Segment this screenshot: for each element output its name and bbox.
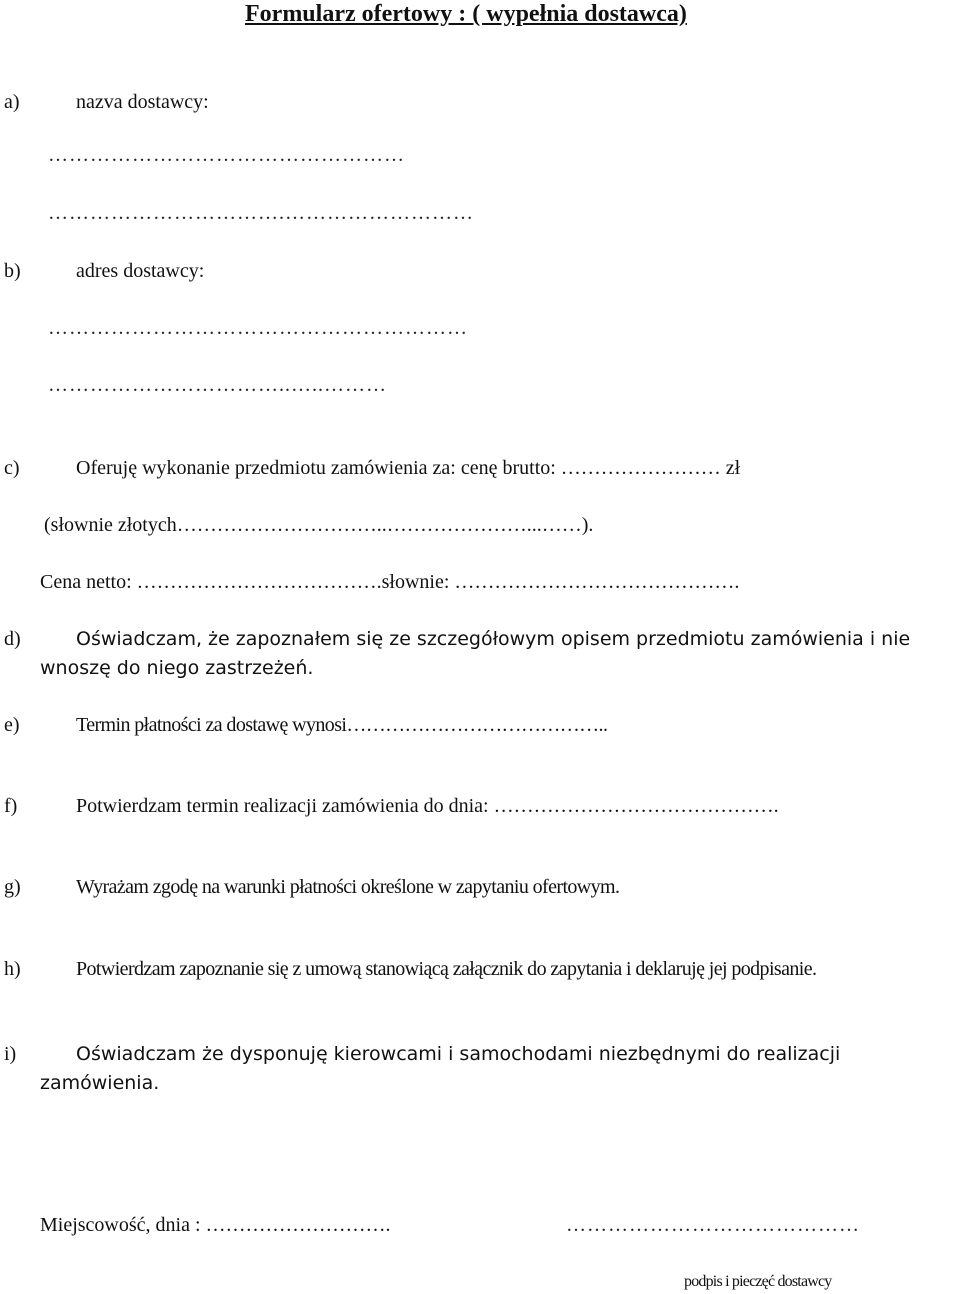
item-i-marker: i)	[4, 1043, 17, 1065]
item-i-line-1: Oświadczam że dysponuję kierowcami i samochodami niezbędnymi do realizacji	[76, 1043, 841, 1065]
supplier-name-line-2: …………………………….………………………	[48, 202, 474, 224]
item-h-contract-acknowledgement: Potwierdzam zapoznanie się z umową stanowiącą załącznik do zapytania i deklaruję jej podpisanie.	[76, 958, 817, 980]
signature-label: podpis i pieczęć dostawcy	[684, 1273, 832, 1290]
item-c-marker: c)	[4, 457, 20, 479]
item-e-marker: e)	[4, 714, 20, 736]
item-f-deadline: Potwierdzam termin realizacji zamówienia do dnia: …………………………………….	[76, 795, 779, 817]
item-c-gross-price: Oferuję wykonanie przedmiotu zamówienia za: cenę brutto: …………………… zł	[76, 457, 741, 479]
item-i-line-2: zamówienia.	[40, 1072, 160, 1094]
item-d-line-1: Oświadczam, że zapoznałem się ze szczegółowym opisem przedmiotu zamówienia i nie	[76, 628, 911, 650]
item-h-marker: h)	[4, 958, 21, 980]
item-e-payment-term: Termin płatności za dostawę wynosi…………………………………..	[76, 714, 608, 736]
item-d-line-2: wnoszę do niego zastrzeżeń.	[40, 657, 314, 679]
supplier-name-line-1: ……………………………………………	[48, 144, 405, 166]
item-b-marker: b)	[4, 260, 21, 282]
supplier-address-line-2: ……………………………..…..………	[48, 374, 387, 396]
item-a-marker: a)	[4, 91, 20, 113]
item-c-net-price: Cena netto: ……………………………….słownie: …………………………………….	[40, 571, 740, 593]
supplier-address-line-1: ……………………………………………………	[48, 317, 468, 339]
item-c-price-in-words: (słownie złotych…………………………..…………………...……).	[44, 514, 594, 536]
signature-line: ……………………………………	[566, 1214, 860, 1236]
item-g-marker: g)	[4, 876, 21, 898]
item-a-label: nazva dostawcy:	[76, 91, 209, 113]
item-b-label: adres dostawcy:	[76, 260, 205, 282]
item-d-marker: d)	[4, 628, 21, 650]
item-g-payment-consent: Wyrażam zgodę na warunki płatności określone w zapytaniu ofertowym.	[76, 876, 620, 898]
form-title: Formularz ofertowy : ( wypełnia dostawca)	[245, 1, 687, 27]
place-date-field: Miejscowość, dnia : ……………………….	[40, 1214, 391, 1236]
item-f-marker: f)	[4, 795, 18, 817]
